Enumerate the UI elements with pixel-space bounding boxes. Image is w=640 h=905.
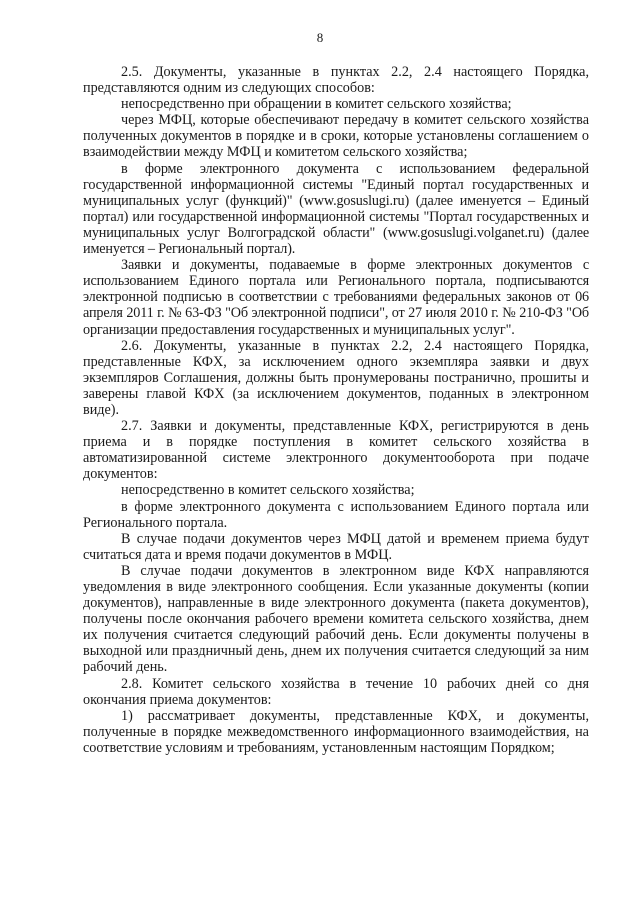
paragraph-electronic-notification: В случае подачи документов в электронном виде КФХ направляются уведомления в виде электронного сообщения. Если указанные документы (копии документов), направленные в виде электронного документа (пакета документов), получены после окончания рабочего времени комитета сельского хозяйства, днем их получения считается следующий рабочий день. Если документы получены в выходной или праздничный день, днем их получения считается следующий за ним рабочий день. — [83, 562, 589, 676]
list-item-electronic-submission: в форме электронного документа с использованием федеральной государственной информационной системы "Единый портал государственных и муниципальных услуг (функций)" (www.gosuslugi.ru) (далее именуется – Единый портал) или государственной информационной системы "Портал государственных и муниципальных услуг Волгоградской области" (www.gosuslugi.volganet.ru) (далее именуется – Региональный портал). — [83, 160, 589, 258]
paragraph-mfc-date: В случае подачи документов через МФЦ датой и временем приема будут считаться дата и время подачи документов в МФЦ. — [83, 530, 589, 563]
paragraph-2-6: 2.6. Документы, указанные в пунктах 2.2, 2.4 настоящего Порядка, представленные КФХ, за исключением одного экземпляра заявки и двух экземпляров Соглашения, должны быть пронумерованы постранично, прошиты и заверены главой КФХ (за исключением документов, поданных в электронном виде). — [83, 337, 589, 418]
list-item-electronic-registration: в форме электронного документа с использованием Единого портала или Регионального портала. — [83, 498, 589, 531]
list-item-direct-submission: непосредственно при обращении в комитет сельского хозяйства; — [121, 96, 512, 113]
list-item-mfc-submission: через МФЦ, которые обеспечивают передачу в комитет сельского хозяйства полученных документов в порядке и в сроки, которые установлены соглашением о взаимодействии между МФЦ и комитетом сельского хозяйства; — [83, 112, 589, 161]
page-number: 8 — [316, 30, 324, 45]
paragraph-2-7: 2.7. Заявки и документы, представленные КФХ, регистрируются в день приема и в порядке поступления в комитет сельского хозяйства в автоматизированной системе электронного документооборота при подаче документов: — [83, 418, 589, 483]
document-body — [83, 64, 589, 756]
paragraph-electronic-signature: Заявки и документы, подаваемые в форме электронных документов с использованием Единого портала или Регионального портала, подписываются электронной подписью в соответствии с требованиями федеральных законов от 06 апреля 2011 г. № 63-ФЗ "Об электронной подписи", от 27 июля 2010 г. № 210-ФЗ "Об организации предоставления государственных и муниципальных услуг". — [83, 257, 589, 338]
list-item-review-documents: 1) рассматривает документы, представленные КФХ, и документы, полученные в порядке межведомственного информационного взаимодействия, на соответствие условиям и требованиям, установленным настоящим Порядком; — [83, 707, 589, 756]
paragraph-2-8: 2.8. Комитет сельского хозяйства в течение 10 рабочих дней со дня окончания приема документов: — [83, 675, 589, 708]
list-item-direct-registration: непосредственно в комитет сельского хозяйства; — [121, 482, 415, 499]
paragraph-2-5: 2.5. Документы, указанные в пунктах 2.2, 2.4 настоящего Порядка, представляются одним из следующих способов: — [83, 64, 589, 97]
